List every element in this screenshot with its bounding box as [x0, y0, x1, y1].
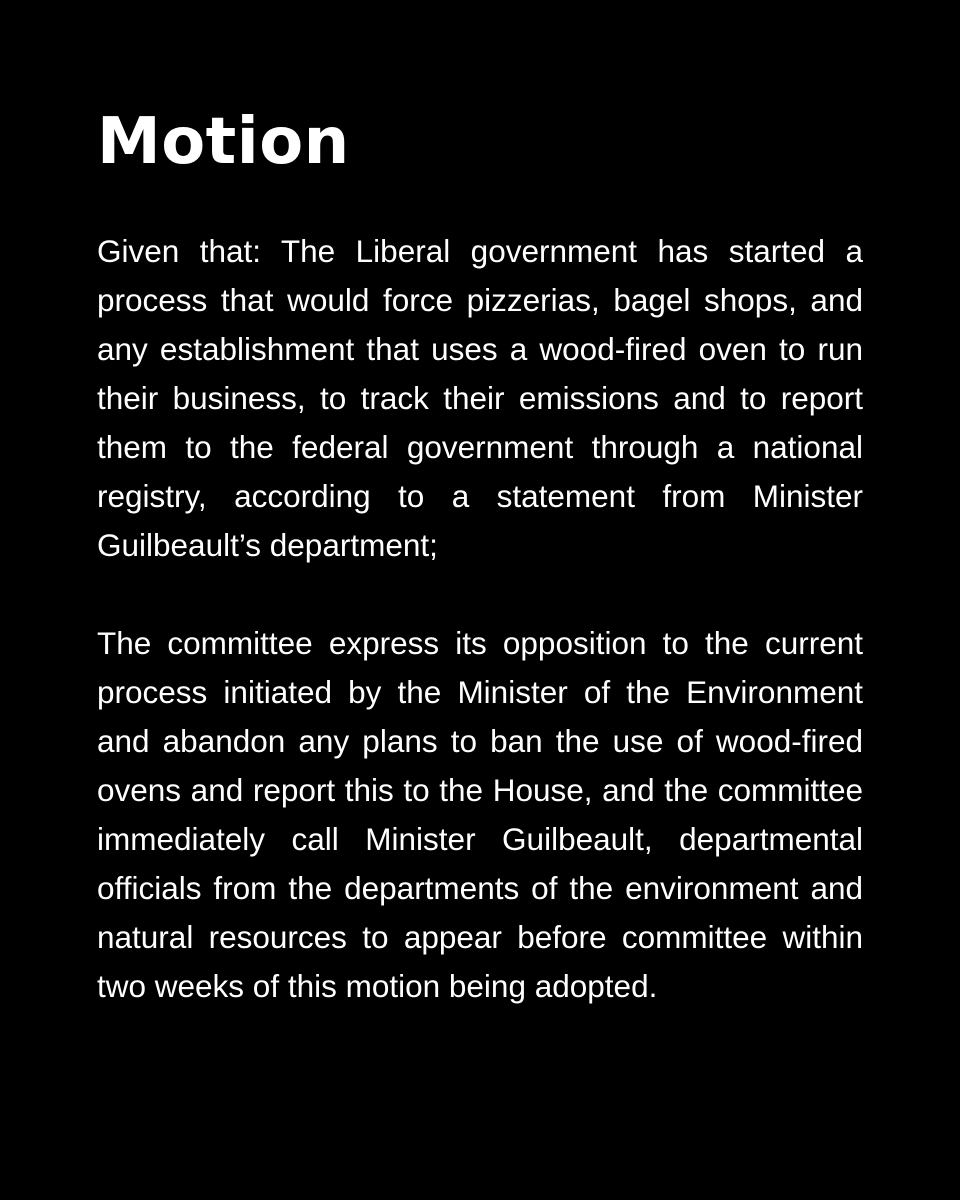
given-that-paragraph: Given that: The Liberal government has started a process that would force pizzerias, bagel shops, and any establishment that uses a wood-fired oven to run their business, to track their emissions and to report them to the federal government through a national registry, according to a statement from Minister Guilbeault’s department; [97, 233, 863, 563]
page-title: Motion [97, 105, 350, 179]
resolution-paragraph: The committee express its opposition to the current process initiated by the Minister of the Environment and abandon any plans to ban the use of wood-fired ovens and report this to the House, and the committee immediately call Minister Guilbeault, departmental officials from the departments of the environment and natural resources to appear before committee within two weeks of this motion being adopted. [97, 625, 863, 1004]
motion-body [97, 227, 863, 1011]
